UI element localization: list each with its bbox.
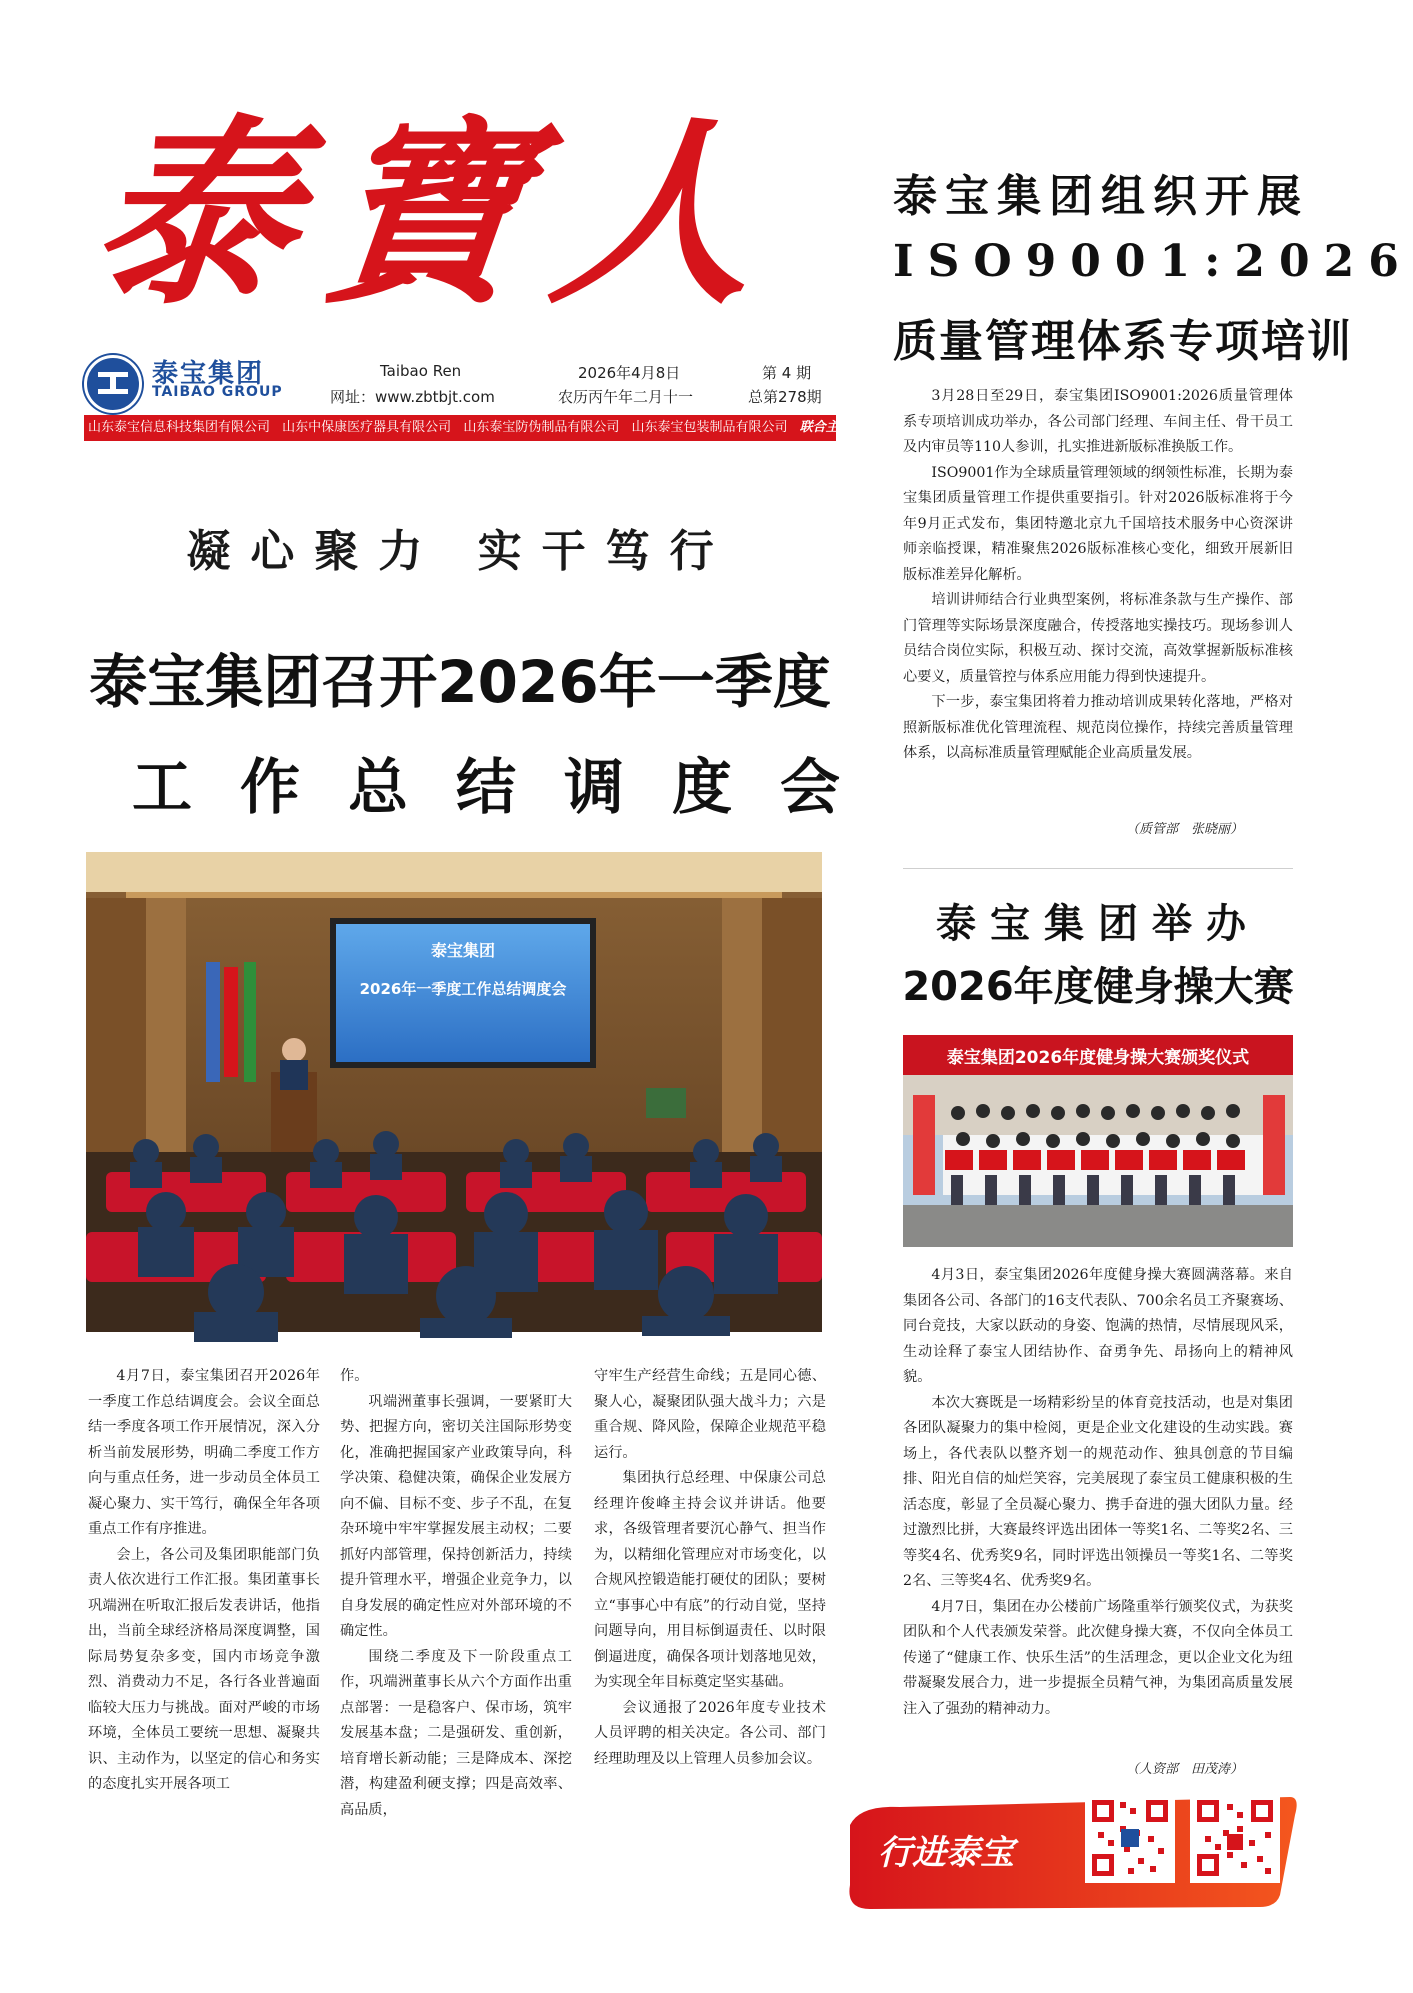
iso-headline-line2: ISO9001:2026 — [893, 236, 1413, 287]
lead-body-col3 — [594, 1364, 826, 1772]
fitness-headline-line2: 2026年度健身操大赛 — [902, 964, 1294, 1010]
fitness-paragraph: 本次大赛既是一场精彩纷呈的体育竞技活动，也是对集团各团队凝聚力的集中检阅，更是企业文化建设的生动实践。赛场上，各代表队以整齐划一的规范动作、独具创意的节目编排、阳光自信的灿烂笑容，完美展现了泰宝员工健康积极的生活态度，彰显了全员凝心聚力、携手奋进的强大团队力量。经过激烈比拼，大赛最终评选出团体一等奖1名、二等奖2名、三等奖4名、优秀奖9名，同时评选出领操员一等奖1名、二等奖2名、三等奖4名、优秀奖9名。 — [903, 1394, 1293, 1589]
lead-paragraph: 作。 — [340, 1368, 369, 1384]
masthead-date: 2026年4月8日 — [578, 364, 681, 382]
joint-host-label: 联合主办 — [799, 420, 852, 435]
fitness-byline: （人资部 田茂涛） — [1125, 1762, 1243, 1777]
lead-paragraph: 巩端洲董事长强调，一要紧盯大势、把握方向，密切关注国际形势变化，准确把握国家产业政策导向，科学决策、稳健决策，确保企业发展方向不偏、目标不变、步子不乱，在复杂环境中牢牢掌握发展主动权；二要抓好内部管理，保持创新活力，持续提升管理水平，增强企业竞争力，以自身发展的确定性应对外部环境的不确定性。 — [340, 1393, 572, 1639]
column-divider — [903, 868, 1293, 869]
masthead-lunar-date: 农历丙午年二月十一 — [558, 388, 694, 406]
lead-headline-line2: 工作总结调度会 — [132, 753, 888, 823]
banner-label: 行进泰宝 — [878, 1833, 1014, 1873]
masthead-website: 网址：www.zbtbjt.com — [330, 388, 495, 406]
lead-paragraph: 会上，各公司及集团职能部门负责人依次进行工作汇报。集团董事长巩端洲在听取汇报后发表讲话，他指出，当前全球经济格局深度调整，国际局势复杂多变，国内市场竞争激烈、消费动力不足，各行各业普遍面临较大压力与挑战。面对严峻的市场环境，全体员工要统一思想、凝聚共识、主动作为，以坚定的信心和务实的态度扎实开展各项工 — [88, 1546, 320, 1792]
lead-body-col1 — [88, 1364, 320, 1798]
company-name: 山东泰宝包装制品有限公司 — [631, 420, 788, 435]
award-photo-banner: 泰宝集团2026年度健身操大赛颁奖仪式 — [946, 1048, 1250, 1068]
fitness-paragraph: 4月3日，泰宝集团2026年度健身操大赛圆满落幕。来自集团各公司、各部门的16支代表队、700余名员工齐聚赛场、同台竞技，大家以跃动的身姿、饱满的热情，尽情展现风采，生动诠释了泰宝人团结协作、奋勇争先、昂扬向上的精神风貌。 — [903, 1267, 1293, 1385]
qr-code-icon — [1193, 1796, 1277, 1880]
official-qr-code[interactable] — [1190, 1793, 1280, 1883]
fitness-paragraph: 4月7日，集团在办公楼前广场隆重举行颁奖仪式，为获奖团队和个人代表颁发荣誉。此次健身操大赛，不仅向全体员工传递了“健康工作、快乐生活”的生活理念，更以企业文化为纽带凝聚发展合力，进一步提振全员精气神，为集团高质量发展注入了强劲的精神动力。 — [903, 1598, 1293, 1717]
iso-headline-line1: 泰宝集团组织开展 — [893, 171, 1309, 222]
lead-subhead: 凝心聚力 实干笃行 — [186, 526, 734, 577]
iso-paragraph: 3月28日至29日，泰宝集团ISO9001:2026质量管理体系专项培训成功举办，各公司部门经理、车间主任、骨干员工及内审员等110人参训，扎实推进新版标准换版工作。 — [903, 388, 1293, 455]
logo-name-en: TAIBAO GROUP — [152, 384, 283, 400]
company-name: 山东泰宝信息科技集团有限公司 — [88, 420, 271, 435]
screen-title-text: 2026年一季度工作总结调度会 — [359, 980, 567, 998]
logo-name-cn: 泰宝集团 — [152, 359, 265, 389]
masthead-total-issue: 总第278期 — [748, 388, 822, 406]
iso-byline: （质管部 张晓丽） — [1125, 822, 1243, 837]
lead-paragraph: 守牢生产经营生命线；五是同心德、聚人心，凝聚团队强大战斗力；六是重合规、降风险，保障企业规范平稳运行。 — [594, 1368, 826, 1461]
company-name: 山东中保康医疗器具有限公司 — [282, 420, 452, 435]
wechat-qr-code[interactable] — [1085, 1793, 1175, 1883]
lead-paragraph: 会议通报了2026年度专业技术人员评聘的相关决定。各公司、部门经理助理及以上管理人员参加会议。 — [594, 1699, 826, 1767]
masthead-pinyin: Taibao Ren — [380, 362, 462, 380]
meeting-photo — [86, 852, 822, 1332]
lead-headline-line1: 泰宝集团召开2026年一季度 — [89, 648, 831, 716]
lead-paragraph: 4月7日，泰宝集团召开2026年一季度工作总结调度会。会议全面总结一季度各项工作开展情况，深入分析当前发展形势，明确二季度工作方向与重点任务，进一步动员全体员工凝心聚力、实干笃行，确保全年各项重点工作有序推进。 — [88, 1368, 320, 1537]
masthead-title: 泰寶人 — [82, 97, 798, 332]
screen-logo-text: 泰宝集团 — [430, 941, 495, 960]
qr-banner — [840, 1785, 1300, 1915]
award-photo — [903, 1035, 1293, 1247]
iso-paragraph: 培训讲师结合行业典型案例，将标准条款与生产操作、部门管理等实际场景深度融合，传授落地实操技巧。现场参训人员结合岗位实际，积极互动、探讨交流，高效掌握新版标准核心要义，质量管控与体系应用能力得到快速提升。 — [903, 592, 1293, 685]
lead-body-col2 — [340, 1364, 572, 1823]
iso-paragraph: 下一步，泰宝集团将着力推动培训成果转化落地，严格对照新版标准优化管理流程、规范岗位操作，持续完善质量管理体系，以高标准质量管理赋能企业高质量发展。 — [903, 694, 1293, 761]
company-bar — [84, 415, 852, 441]
company-name: 山东泰宝防伪制品有限公司 — [463, 420, 620, 435]
fitness-headline-line1: 泰宝集团举办 — [936, 900, 1260, 947]
iso-headline-line3: 质量管理体系专项培训 — [893, 316, 1353, 367]
qr-code-icon — [1088, 1796, 1172, 1880]
iso-body — [903, 384, 1293, 767]
masthead-issue: 第 4 期 — [762, 364, 812, 382]
lead-paragraph: 围绕二季度及下一阶段重点工作，巩端洲董事长从六个方面作出重点部署：一是稳客户、保市场，筑牢发展基本盘；二是强研发、重创新，培育增长新动能；三是降成本、深挖潜，构建盈利硬支撑；四是高效率、高品质， — [340, 1648, 572, 1818]
lead-paragraph: 集团执行总经理、中保康公司总经理许俊峰主持会议并讲话。他要求，各级管理者要沉心静气、担当作为，以精细化管理应对市场变化，以合规风控锻造能打硬仗的团队；要树立“事事心中有底”的行动自觉，坚持问题导向，用目标倒逼责任、以时限倒逼进度，确保各项计划落地见效，为实现全年目标奠定坚实基础。 — [594, 1470, 826, 1690]
iso-paragraph: ISO9001作为全球质量管理领域的纲领性标准，长期为泰宝集团质量管理工作提供重要指引。针对2026版标准将于今年9月正式发布，集团特邀北京九千国培技术服务中心资深讲师亲临授课，精准聚焦2026版标准核心变化，细致开展新旧版标准差异化解析。 — [903, 464, 1293, 583]
fitness-body — [903, 1263, 1293, 1722]
logo-emblem-icon — [84, 355, 142, 413]
meeting-photo-illustration — [86, 852, 822, 1332]
